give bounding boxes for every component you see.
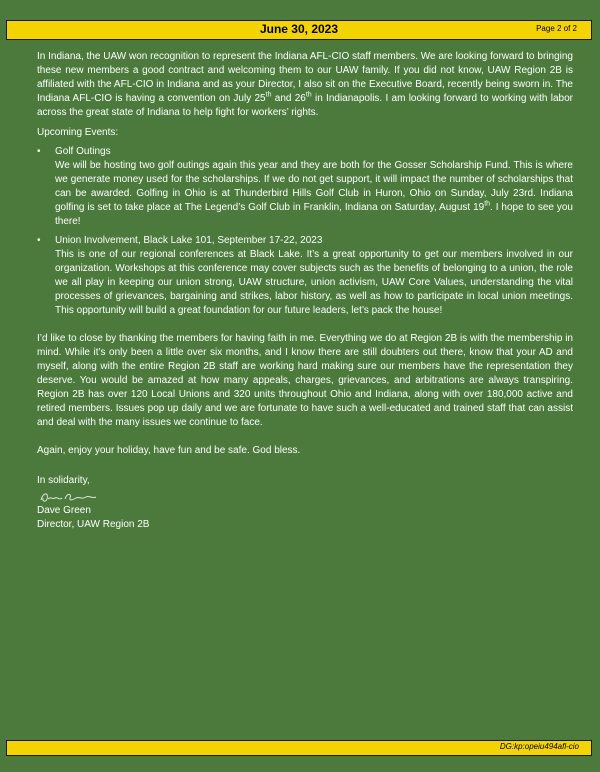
signature-image bbox=[39, 490, 99, 504]
farewell-line: Again, enjoy your holiday, have fun and be safe. God bless. bbox=[37, 445, 301, 456]
signer-name: Dave Green bbox=[37, 505, 91, 516]
page-number: Page 2 of 2 bbox=[536, 24, 577, 33]
upcoming-events-heading: Upcoming Events: bbox=[37, 127, 119, 138]
event-description: This is one of our regional conferences at Black Lake. It’s a great opportunity to get our members involved in our organization. Workshops at this conference may cover subjects such as the benefits of belonging to a union, the role we all play in keeping our union strong, UAW structure, union activism, UAW Core Values, understanding the vital processes of grievances, bargaining and strikes, labor history, as well as how to participate in local union meetings. This opportunity will build a great foundation for our future leaders, let’s pack the house! bbox=[55, 249, 573, 316]
event-black-lake bbox=[37, 234, 573, 318]
signoff-block bbox=[37, 474, 573, 532]
footer-bar bbox=[6, 740, 592, 756]
event-description: We will be hosting two golf outings again this year and they are both for the Gosser Scholarship Fund. This is where we generate money used for the scholarships. If we do not get support, it will impact the number of scholarships that can be awarded. Golfing in Ohio is at Thunderbird Hills Golf Club in Huron, Ohio on Sunday, July 23rd. Indiana golfing is set to take place at The Legend’s Golf Club in Franklin, Indiana on Saturday, August 19th. I hope to see you there! bbox=[55, 160, 573, 227]
header-date: June 30, 2023 bbox=[259, 22, 339, 36]
letter-body bbox=[37, 50, 573, 532]
solidarity-line: In solidarity, bbox=[37, 475, 90, 486]
event-title: Union Involvement, Black Lake 101, September 17-22, 2023 bbox=[55, 235, 323, 246]
closing-paragraph: I’d like to close by thanking the members for having faith in me. Everything we do at Region 2B is with the membership in mind. While it’s only been a little over six months, and I know there are still doubters out there, know that your AD and myself, along with the entire Region 2B staff are working hard making sure our members have the representation they deserve. You would be amazed at how many appeals, charges, grievances, and arbitrations are always transpiring. Region 2B has over 120 Local Unions and 320 units throughout Ohio and Indiana, along with over 180,000 active and retired members. Issues pop up daily and we are fortunate to have such a well-educated and trained staff that can assist and deal with the many issues we continue to face. bbox=[37, 333, 573, 428]
header-bar bbox=[6, 20, 592, 40]
reference-code: DG:kp:opeiu494afl-cio bbox=[499, 742, 579, 751]
bullet-icon: • bbox=[37, 146, 41, 157]
event-golf-outings bbox=[37, 145, 573, 229]
bullet-icon: • bbox=[37, 235, 41, 246]
event-title: Golf Outings bbox=[55, 146, 111, 157]
signer-title: Director, UAW Region 2B bbox=[37, 519, 150, 530]
paragraph-indiana-afl-cio: In Indiana, the UAW won recognition to represent the Indiana AFL-CIO staff members. We are looking forward to bringing these new members a good contract and welcoming them to our UAW family. If you did not know, UAW Region 2B is affiliated with the AFL-CIO in Indiana and as your Director, I also sit on the Executive Board, recently being sworn in. The Indiana AFL-CIO is having a convention on July 25th and 26th in Indianapolis. I am looking forward to working with labor across the great state of Indiana to help fight for workers’ rights. bbox=[37, 51, 573, 118]
